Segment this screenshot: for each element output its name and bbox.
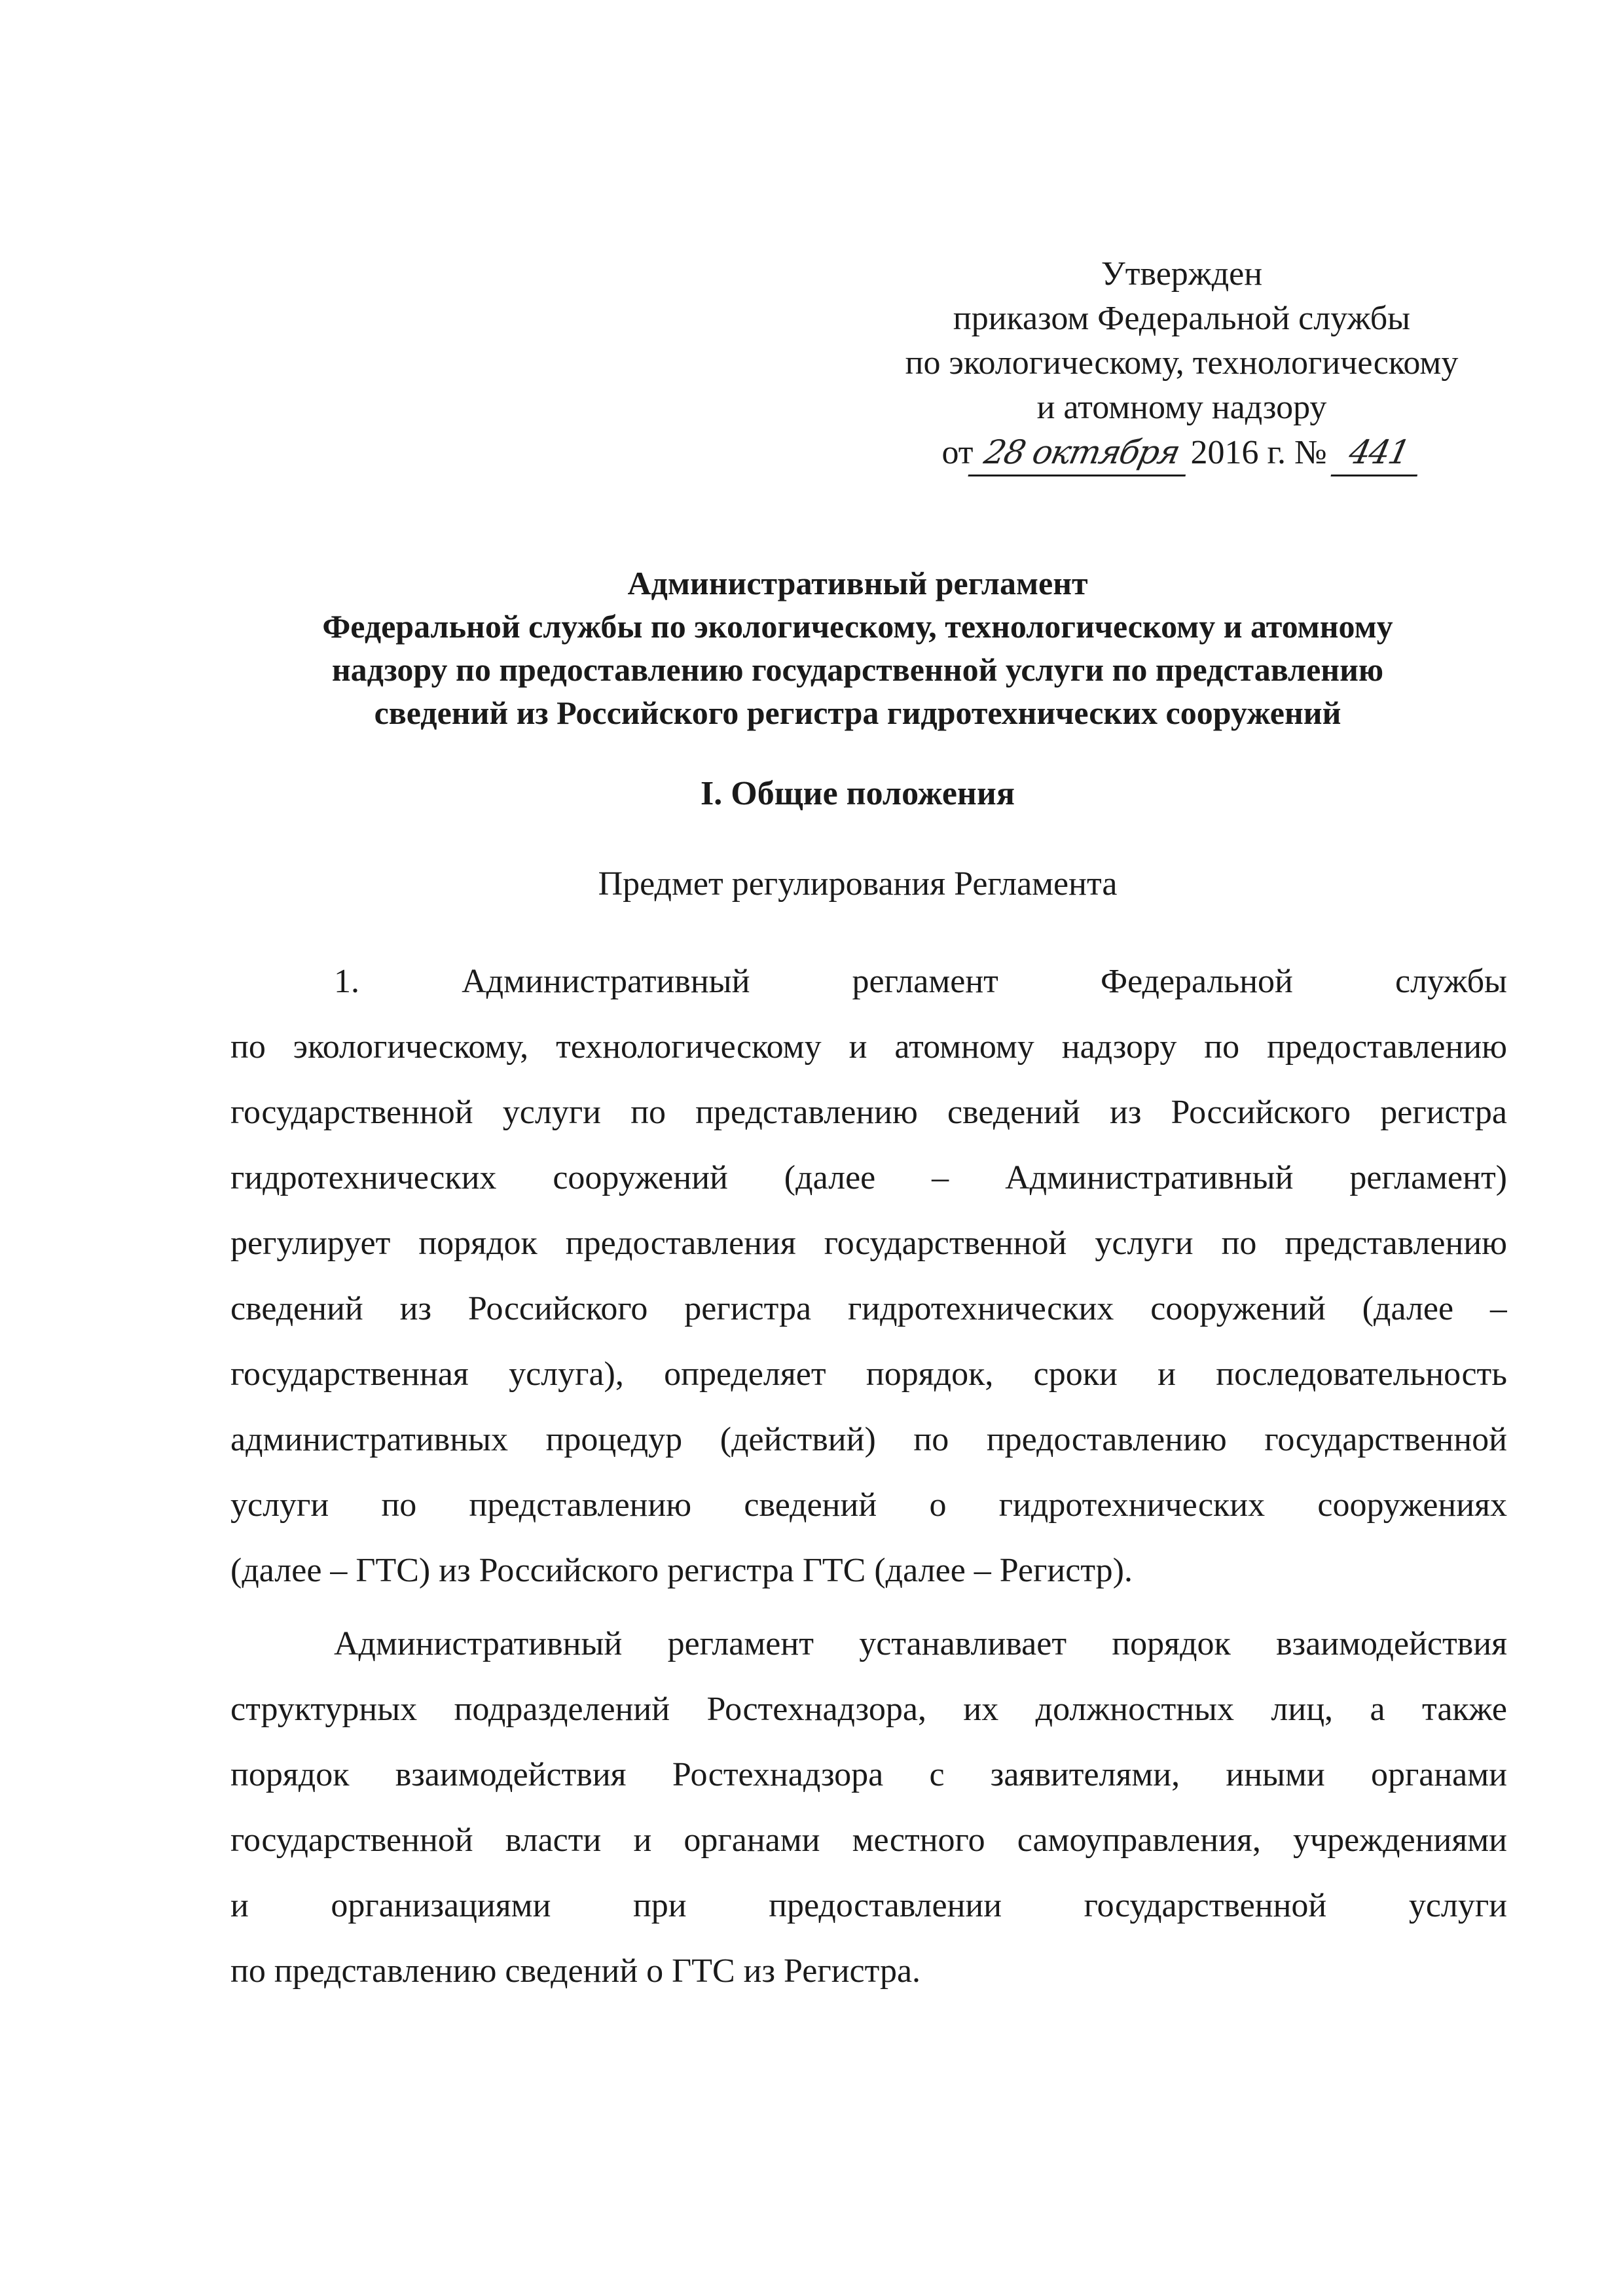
paragraph-gap bbox=[230, 1604, 1507, 1611]
body-line: (далее – ГТС) из Российского регистра ГТС (далее – Регистр). bbox=[230, 1552, 1133, 1589]
approval-line: приказом Федеральной службы bbox=[953, 300, 1411, 337]
body-line: и организациями при предоставлении государственной услуги bbox=[230, 1887, 1507, 1924]
handwritten-order-number: 441 bbox=[1330, 430, 1427, 476]
body-line: порядок взаимодействия Ростехнадзора с заявителями, иными органами bbox=[230, 1756, 1507, 1793]
body-line: по представлению сведений о ГТС из Регистра. bbox=[230, 1952, 921, 1990]
body-line: сведений из Российского регистра гидротехнических сооружений (далее – bbox=[230, 1290, 1507, 1327]
body-line: регулирует порядок предоставления государственной услуги по представлению bbox=[230, 1225, 1507, 1262]
body-line: государственная услуга), определяет порядок, сроки и последовательность bbox=[230, 1355, 1507, 1393]
body-line: услуги по представлению сведений о гидротехнических сооружениях bbox=[230, 1486, 1507, 1524]
approval-line: по экологическому, технологическому bbox=[905, 344, 1459, 382]
document-title bbox=[196, 562, 1519, 734]
body-line: государственной услуги по представлению сведений из Российского регистра bbox=[230, 1094, 1507, 1131]
title-line: Федеральной службы по экологическому, технологическому и атомному bbox=[322, 608, 1393, 645]
body-line: 1. Административный регламент Федеральной службы bbox=[334, 963, 1507, 1000]
title-line: сведений из Российского регистра гидротехнических сооружений bbox=[374, 694, 1341, 731]
approval-date-line bbox=[838, 430, 1525, 476]
approval-block bbox=[838, 252, 1525, 476]
body-line: по экологическому, технологическому и атомному надзору по предоставлению bbox=[230, 1028, 1507, 1066]
date-prefix: от bbox=[941, 434, 974, 471]
approval-line: и атомному надзору bbox=[1036, 389, 1327, 426]
document-body bbox=[230, 949, 1507, 2004]
title-line: надзору по предоставлению государственной услуги по представлению bbox=[331, 651, 1384, 688]
body-line: административных процедур (действий) по предоставлению государственной bbox=[230, 1421, 1507, 1458]
body-line: Административный регламент устанавливает порядок взаимодействия bbox=[334, 1625, 1507, 1662]
date-year: 2016 г. № bbox=[1190, 434, 1327, 471]
handwritten-date: 28 октября bbox=[968, 430, 1195, 476]
section-heading: I. Общие положения bbox=[701, 775, 1015, 812]
body-line: государственной власти и органами местного самоуправления, учреждениями bbox=[230, 1821, 1507, 1859]
body-line: структурных подразделений Ростехнадзора, их должностных лиц, а также bbox=[230, 1691, 1507, 1728]
title-line: Административный регламент bbox=[627, 565, 1088, 601]
body-line: гидротехнических сооружений (далее – Административный регламент) bbox=[230, 1159, 1507, 1196]
approval-line: Утвержден bbox=[1101, 255, 1263, 293]
section-subheading: Предмет регулирования Регламента bbox=[598, 865, 1118, 903]
